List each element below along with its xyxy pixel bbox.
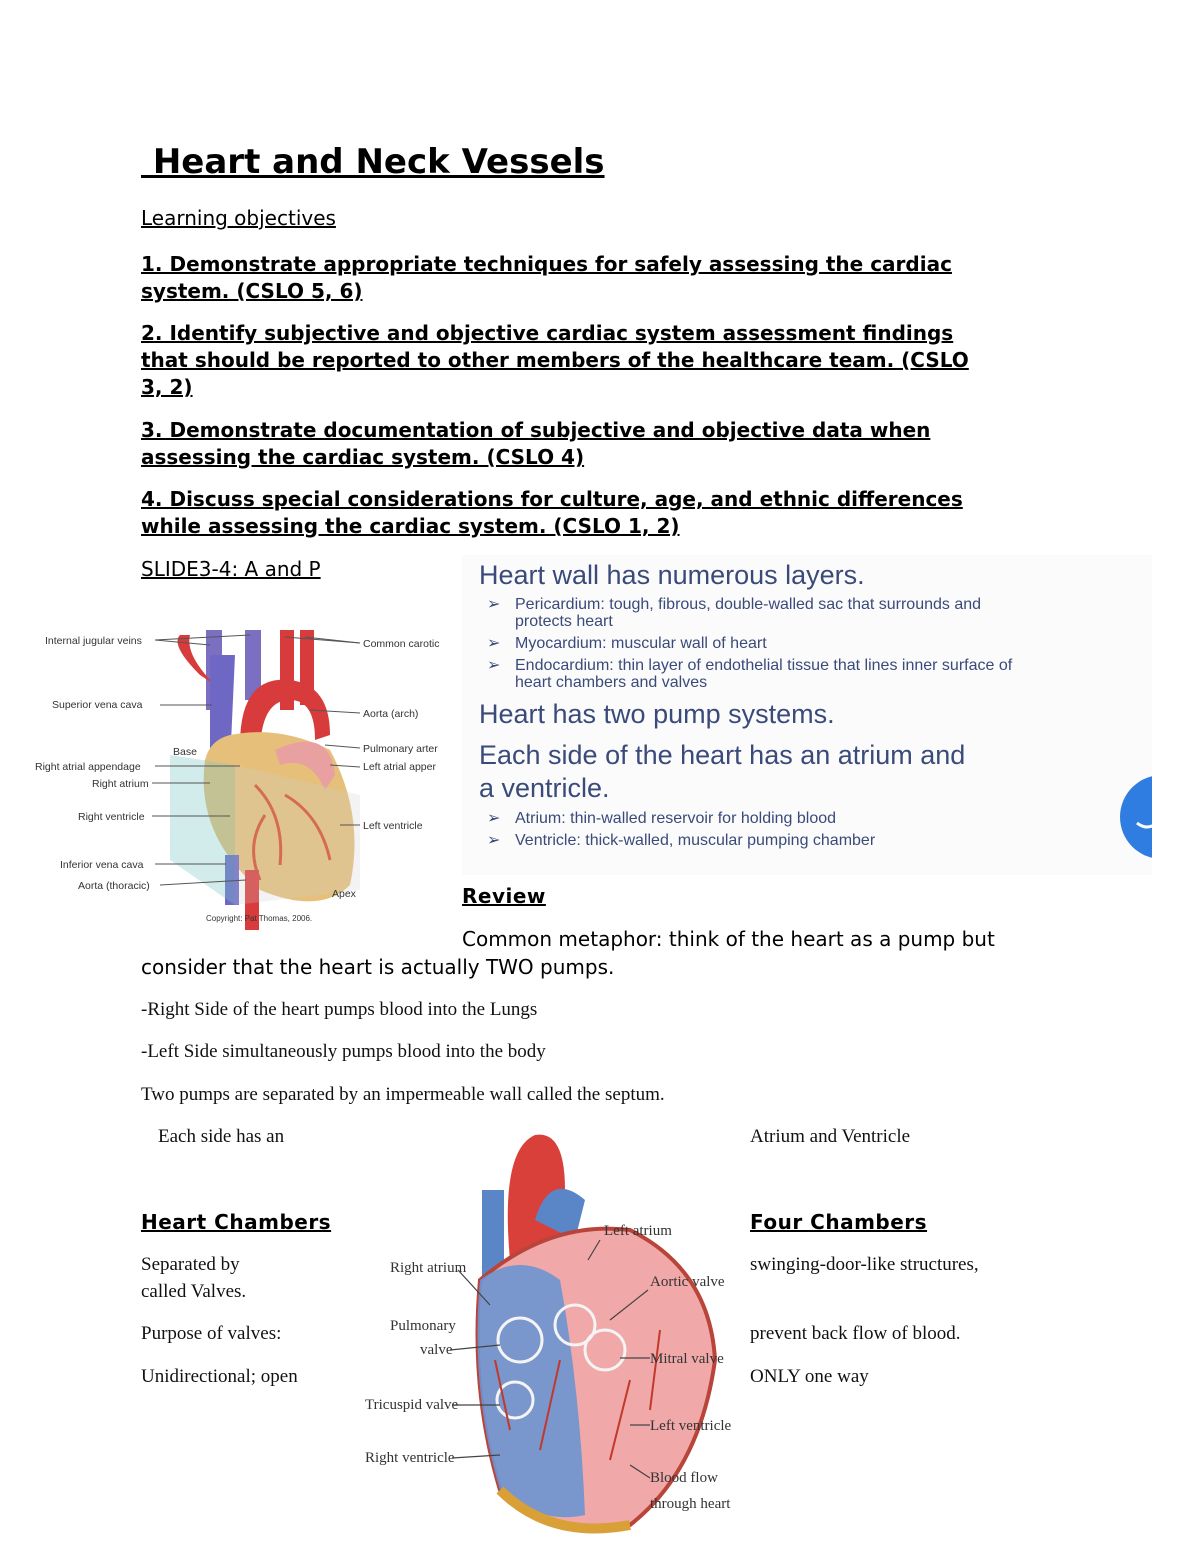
objective-line: that should be reported to other members of the healthcare team. (CSLO	[141, 348, 969, 372]
label-aortic-valve: Aortic valve	[650, 1274, 725, 1290]
left-side-text: -Left Side simultaneously pumps blood into the body	[141, 1041, 546, 1062]
label-right-ventricle-2: Right ventricle	[365, 1450, 455, 1466]
heart-chambers-heading: Heart Chambers	[141, 1210, 332, 1234]
purpose-text: Purpose of valves:	[141, 1323, 282, 1344]
slide-bullet: Myocardium: muscular wall of heart	[515, 635, 767, 652]
label-right-atrium: Right atrium	[92, 778, 149, 790]
slide-image	[462, 555, 1152, 875]
each-side-text: Each side has an	[158, 1126, 285, 1147]
label-tricuspid: Tricuspid valve	[365, 1397, 459, 1413]
objective-line: while assessing the cardiac system. (CSLO 1, 2)	[141, 514, 680, 538]
label-base: Base	[173, 746, 197, 758]
bullet-arrow: ➢	[487, 832, 501, 849]
slide-heading-1: Heart wall has numerous layers.	[479, 560, 865, 590]
bullet-arrow: ➢	[487, 635, 501, 652]
swinging-text: swinging-door-like structures,	[750, 1254, 979, 1275]
heart-chambers-diagram	[360, 1130, 735, 1550]
label-internal-jugular: Internal jugular veins	[45, 635, 142, 647]
label-mitral-valve: Mitral valve	[650, 1351, 724, 1367]
label-aorta-thoracic: Aorta (thoracic)	[78, 880, 150, 892]
only-one-way-text: ONLY one way	[750, 1366, 869, 1387]
objective-line: 3. Demonstrate documentation of subjective and objective data when	[141, 418, 931, 442]
objective-line: 3, 2)	[141, 375, 193, 399]
review-text-1: Common metaphor: think of the heart as a pump but	[462, 927, 995, 951]
septum-text: Two pumps are separated by an impermeable wall called the septum.	[141, 1084, 665, 1105]
heart-anatomy-figure	[30, 615, 450, 930]
bullet-arrow: ➢	[487, 657, 501, 674]
label-ivc: Inferior vena cava	[60, 859, 144, 871]
slide-bullet: heart chambers and valves	[515, 674, 708, 691]
bullet-arrow: ➢	[487, 596, 501, 613]
label-left-atrial-appendage: Left atrial apper	[363, 761, 436, 773]
page-title: Heart and Neck Vessels	[141, 142, 605, 182]
slide-bullet: Pericardium: tough, fibrous, double-walled sac that surrounds and	[515, 596, 982, 613]
slide-bullet: protects heart	[515, 613, 613, 630]
label-pulmonary: Pulmonary	[390, 1318, 456, 1334]
four-chambers-heading: Four Chambers	[750, 1210, 928, 1234]
label-apex: Apex	[332, 888, 356, 900]
objective-line: 2. Identify subjective and objective cardiac system assessment findings	[141, 321, 954, 345]
right-side-text: -Right Side of the heart pumps blood into the Lungs	[141, 999, 538, 1020]
objective-line: 4. Discuss special considerations for culture, age, and ethnic differences	[141, 487, 963, 511]
label-left-atrium: Left atrium	[604, 1223, 672, 1239]
label-right-atrium-2: Right atrium	[390, 1260, 467, 1276]
prevent-text: prevent back flow of blood.	[750, 1323, 961, 1344]
label-pulmonary-artery: Pulmonary arter	[363, 743, 438, 755]
objective-line: assessing the cardiac system. (CSLO 4)	[141, 445, 585, 469]
label-aorta-arch: Aorta (arch)	[363, 708, 419, 720]
bullet-arrow: ➢	[487, 810, 501, 827]
slide-heading: SLIDE3-4: A and P	[141, 557, 321, 581]
objective-line: 1. Demonstrate appropriate techniques for safely assessing the cardiac	[141, 252, 952, 276]
objective-1	[141, 251, 1051, 305]
objective-4	[141, 486, 1051, 540]
unidirectional-text: Unidirectional; open	[141, 1366, 298, 1387]
called-valves-text: called Valves.	[141, 1281, 247, 1302]
label-pulmonary-valve: valve	[420, 1342, 453, 1358]
label-through-heart: through heart	[650, 1496, 731, 1512]
slide-bullet: Atrium: thin-walled reservoir for holding blood	[515, 810, 837, 827]
slide-heading-3: Each side of the heart has an atrium and	[479, 740, 966, 770]
objective-line: system. (CSLO 5, 6)	[141, 279, 363, 303]
label-left-ventricle: Left ventricle	[363, 820, 423, 832]
slide-bullet: Endocardium: thin layer of endothelial tissue that lines inner surface of	[515, 657, 1013, 674]
review-text-2: consider that the heart is actually TWO pumps.	[141, 955, 615, 979]
label-right-atrial-appendage: Right atrial appendage	[35, 761, 141, 773]
objective-2	[141, 320, 1051, 401]
objective-3	[141, 417, 1051, 471]
label-common-carotid: Common carotic	[363, 638, 440, 650]
label-svc: Superior vena cava	[52, 699, 143, 711]
review-heading: Review	[462, 884, 546, 908]
label-right-ventricle: Right ventricle	[78, 811, 145, 823]
atrium-ventricle-text: Atrium and Ventricle	[750, 1126, 911, 1147]
slide-heading-3b: a ventricle.	[479, 773, 610, 803]
slide-bullet: Ventricle: thick-walled, muscular pumping chamber	[515, 832, 876, 849]
label-left-ventricle-2: Left ventricle	[650, 1418, 732, 1434]
separated-by-text: Separated by	[141, 1254, 240, 1275]
label-blood-flow: Blood flow	[650, 1470, 718, 1486]
learning-objectives-heading: Learning objectives	[141, 206, 336, 230]
slide-heading-2: Heart has two pump systems.	[479, 699, 835, 729]
label-copyright: Copyright: Pat Thomas, 2006.	[206, 914, 313, 923]
